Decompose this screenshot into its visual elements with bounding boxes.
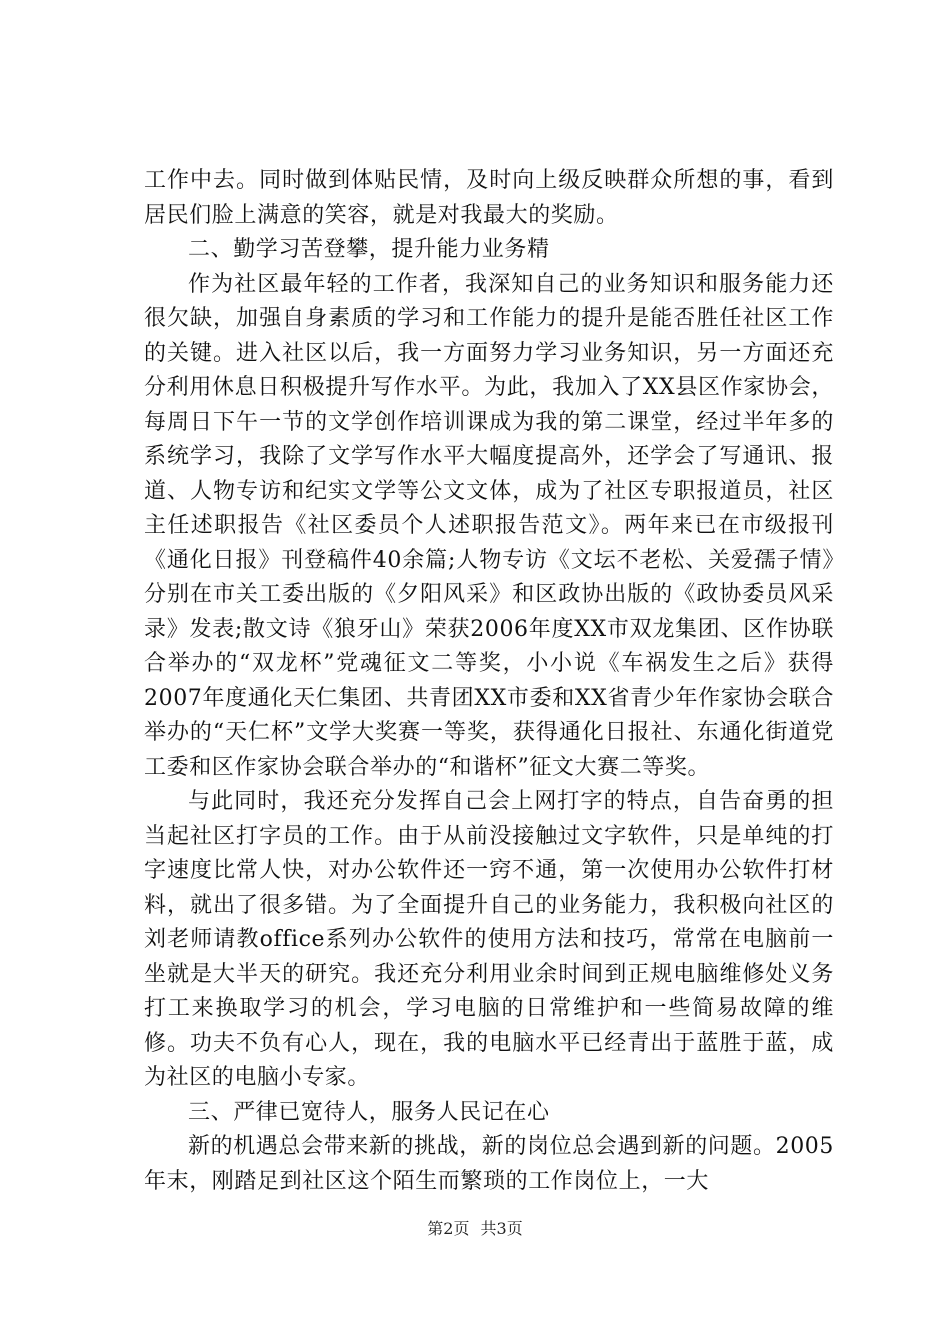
paragraph: 工作中去。同时做到体贴民情，及时向上级反映群众所想的事，看到居民们脸上满意的笑容，就是对我最大的奖励。 (144, 168, 834, 228)
page-number: 第2页 (427, 1219, 470, 1238)
document-body (144, 164, 834, 1199)
paragraph: 新的机遇总会带来新的挑战，新的岗位总会遇到新的问题。2005年末，刚踏足到社区这个陌生而繁琐的工作岗位上，一大 (144, 1134, 834, 1194)
section-heading: 二、勤学习苦登攀，提升能力业务精 (188, 237, 550, 262)
page-total: 共3页 (480, 1219, 523, 1238)
paragraph: 作为社区最年轻的工作者，我深知自己的业务知识和服务能力还很欠缺，加强自身素质的学习和工作能力的提升是能否胜任社区工作的关键。进入社区以后，我一方面努力学习业务知识，另一方面还充分利用休息日积极提升写作水平。为此，我加入了XX县区作家协会，每周日下午一节的文学创作培训课成为我的第二课堂，经过半年多的系统学习，我除了文学写作水平大幅度提高外，还学会了写通讯、报道、人物专访和纪实文学等公文文体，成为了社区专职报道员，社区主任述职报告《社区委员个人述职报告范文》。两年来已在市级报刊《通化日报》刊登稿件40余篇;人物专访《文坛不老松、关爱孺子情》分别在市关工委出版的《夕阳风采》和区政协出版的《政协委员风采录》发表;散文诗《狼牙山》荣获2006年度XX市双龙集团、区作协联合举办的“双龙杯”党魂征文二等奖，小小说《车祸发生之后》获得2007年度通化天仁集团、共青团XX市委和XX省青少年作家协会联合举办的“天仁杯”文学大奖赛一等奖，获得通化日报社、东通化街道党工委和区作家协会联合举办的“和谐杯”征文大赛二等奖。 (144, 271, 834, 780)
section-heading: 三、严律已宽待人，服务人民记在心 (188, 1099, 550, 1125)
page-footer (0, 1216, 950, 1239)
paragraph: 与此同时，我还充分发挥自己会上网打字的特点，自告奋勇的担当起社区打字员的工作。由于从前没接触过文字软件，只是单纯的打字速度比常人快，对办公软件还一窍不通，第一次使用办公软件打材料，就出了很多错。为了全面提升自己的业务能力，我积极向社区的刘老师请教office系列办公软件的使用方法和技巧，常常在电脑前一坐就是大半天的研究。我还充分利用业余时间到正规电脑维修处义务打工来换取学习的机会，学习电脑的日常维护和一些简易故障的维修。功夫不负有心人，现在，我的电脑水平已经青出于蓝胜于蓝，成为社区的电脑小专家。 (144, 789, 834, 1090)
